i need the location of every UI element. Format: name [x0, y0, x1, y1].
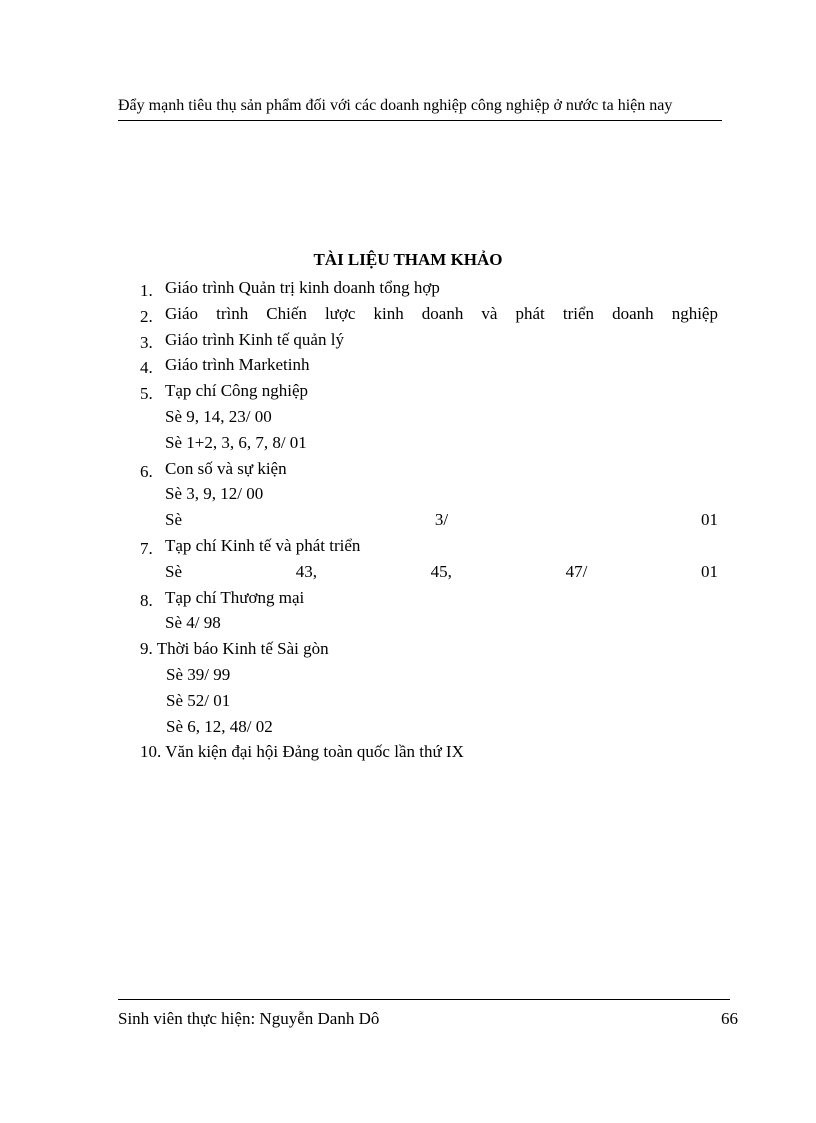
reference-item-9	[140, 636, 718, 662]
issue-text: Sè 1+2, 3, 6, 7, 8/ 01	[165, 432, 307, 452]
word: 01	[700, 561, 718, 581]
reference-issue-justified	[140, 507, 718, 533]
word: phát	[515, 303, 545, 323]
header-rule	[118, 120, 722, 121]
reference-item-7	[140, 533, 718, 559]
reference-text: Tạp chí Kinh tế và phát triển	[165, 535, 361, 555]
page-number: 66	[721, 1009, 738, 1028]
page-title: TÀI LIỆU THAM KHẢO	[313, 250, 503, 269]
reference-text: Giáo trình Quản trị kinh doanh tổng hợp	[165, 278, 440, 297]
reference-number: 5.	[140, 384, 153, 404]
reference-number: 1.	[140, 281, 153, 300]
reference-item-10	[140, 739, 718, 765]
word: Giáo	[165, 303, 199, 323]
reference-number: 4.	[140, 358, 153, 378]
reference-text: Thời báo Kinh tế Sài gòn	[156, 639, 329, 659]
reference-issue	[140, 404, 718, 430]
footer-author: Sinh viên thực hiện: Nguyễn Danh Dô	[118, 1009, 380, 1028]
reference-issue	[140, 481, 718, 507]
issue-text: Sè 6, 12, 48/ 02	[166, 716, 273, 736]
reference-number: 2.	[140, 306, 153, 326]
word: Sè	[165, 510, 182, 530]
word: trình	[216, 303, 249, 323]
reference-item-8	[140, 585, 718, 611]
reference-text: Con số và sự kiện	[165, 458, 287, 478]
running-header: Đẩy mạnh tiêu thụ sản phẩm đối với các doanh nghiệp công nghiệp ở nước ta hiện nay	[118, 97, 673, 114]
issue-text: Sè 52/ 01	[166, 690, 231, 710]
reference-item-6	[140, 456, 718, 482]
reference-item-5	[140, 378, 718, 404]
reference-text: Giáo trình Marketinh	[165, 355, 310, 375]
reference-number: 8.	[140, 590, 153, 610]
word: 45,	[430, 561, 452, 581]
word: Sè	[165, 561, 182, 581]
word: doanh	[421, 303, 464, 323]
word: kinh	[373, 303, 404, 323]
reference-number: 7.	[140, 538, 153, 558]
reference-issue	[140, 662, 718, 688]
word: lược	[324, 303, 356, 323]
reference-issue	[140, 688, 718, 714]
reference-issue	[140, 430, 718, 456]
issue-text: Sè 4/ 98	[165, 613, 221, 633]
reference-item-3	[140, 327, 718, 353]
reference-item-1	[140, 275, 718, 301]
reference-text: Giáo trình Kinh tế quản lý	[165, 329, 344, 349]
word: triển	[562, 303, 595, 323]
word: Chiến	[266, 303, 307, 323]
reference-issue-justified	[140, 559, 718, 585]
word: nghiệp	[671, 303, 718, 323]
issue-text: Sè 3, 9, 12/ 00	[165, 484, 264, 504]
reference-issue	[140, 714, 718, 740]
reference-number: 10.	[140, 742, 162, 762]
reference-text-justified	[165, 301, 718, 327]
reference-text: Văn kiện đại hội Đảng toàn quốc lần thứ IX	[165, 742, 464, 762]
reference-number: 3.	[140, 332, 153, 352]
word: 3/	[434, 510, 449, 530]
issue-text-justified	[165, 559, 718, 585]
reference-issue	[140, 610, 718, 636]
word: 01	[700, 510, 718, 530]
page-footer	[118, 1009, 738, 1029]
reference-text: Tạp chí Công nghiệp	[165, 381, 309, 401]
reference-number: 9.	[140, 639, 153, 659]
issue-text: Sè 39/ 99	[166, 664, 231, 684]
reference-list	[140, 275, 718, 765]
reference-item-2	[140, 301, 718, 327]
reference-item-4	[140, 352, 718, 378]
word: doanh	[612, 303, 654, 323]
issue-text-justified	[165, 507, 718, 533]
reference-number: 6.	[140, 461, 153, 481]
reference-text: Tạp chí Thương mại	[165, 587, 305, 607]
footer-rule	[118, 999, 730, 1000]
word: 43,	[295, 561, 317, 581]
issue-text: Sè 9, 14, 23/ 00	[165, 406, 272, 426]
word: và	[481, 303, 498, 323]
word: 47/	[565, 561, 588, 581]
